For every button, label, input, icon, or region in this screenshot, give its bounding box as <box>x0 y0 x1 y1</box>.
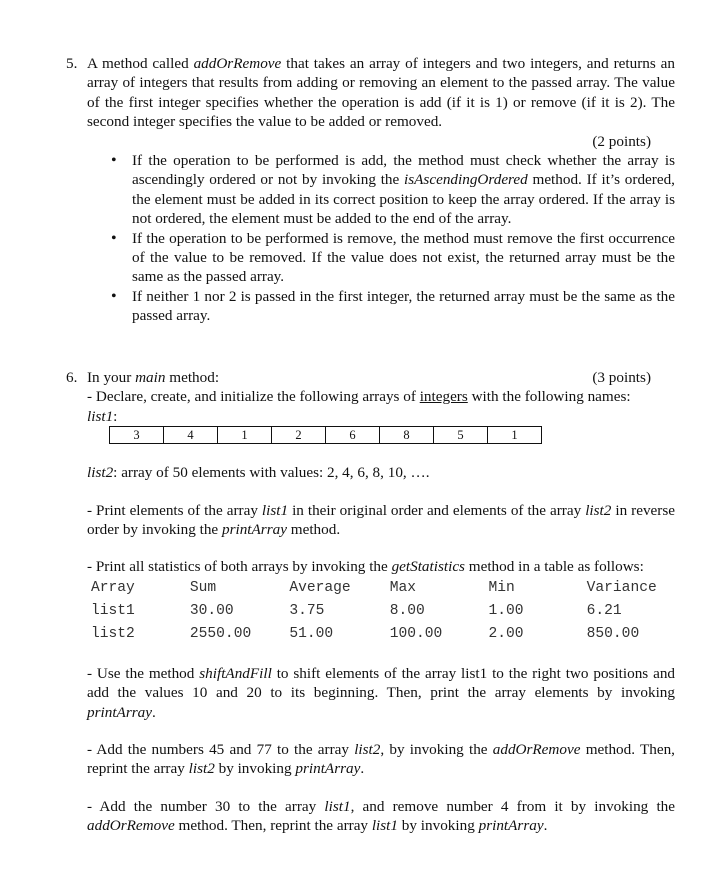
table-header-cell: Variance <box>586 579 657 596</box>
array-cell: 1 <box>488 427 542 444</box>
table-cell: list1 <box>91 602 135 619</box>
list-item: • If neither 1 nor 2 is passed in the first integer, the returned array must be the same as the passed array. <box>87 287 675 326</box>
shift-instruction: - Use the method shiftAndFill to shift elements of the array list1 to the right two positions and add the values 10 and 20 to its beginning. Then, print the array elements by invoking printArray. <box>87 664 676 721</box>
table-cell: 850.00 <box>586 625 640 642</box>
points-label: (2 points) <box>592 132 651 150</box>
array-cell: 2 <box>272 427 326 444</box>
add-remove-instruction: - Add the number 30 to the array list1, and remove number 4 from it by invoking the addOrRemove method. Then, reprint the array list1 by invoking printArray. <box>87 797 675 835</box>
table-header-cell: Array <box>91 579 135 596</box>
table-cell: 3.75 <box>289 602 325 619</box>
table-header-row <box>91 577 675 600</box>
list1-array-table <box>109 426 542 444</box>
question-intro: In your main method: (3 points) <box>87 369 651 386</box>
table-header-cell: Sum <box>189 579 217 596</box>
add-instruction: - Add the numbers 45 and 77 to the array list2, by invoking the addOrRemove method. Then, reprint the array list2 by invoking printArray. <box>87 741 675 778</box>
list1-label: list1: <box>87 407 118 425</box>
array-cell: 3 <box>110 427 164 444</box>
declare-instruction: - Declare, create, and initialize the following arrays of integers with the following names: <box>87 388 631 406</box>
list-item: • If the operation to be performed is remove, the method must remove the first occurrence of the value to be removed. If the value does not exist, the returned array must be the same as the passed array. <box>87 229 675 287</box>
table-cell: 8.00 <box>389 602 425 619</box>
list-item: • If the operation to be performed is add, the method must check whether the array is ascendingly ordered or not by invoking the isAscendingOrdered method. If it’s ordered, the element must be added in its correct position to keep the array ordered. If the array is not ordered, the element must be added to the end of the array. <box>87 151 675 229</box>
array-cell: 6 <box>326 427 380 444</box>
table-cell: 2.00 <box>488 625 524 642</box>
bullet-list <box>87 151 675 326</box>
points-label: (3 points) <box>592 369 651 386</box>
table-row <box>91 623 675 646</box>
question-number: 6. <box>66 369 78 386</box>
table-cell: 1.00 <box>488 602 524 619</box>
table-row <box>91 600 675 623</box>
statistics-instruction: - Print all statistics of both arrays by invoking the getStatistics method in a table as follows: <box>87 558 644 576</box>
table-cell: 2550.00 <box>189 625 252 642</box>
table-header-cell: Average <box>289 579 351 596</box>
statistics-table <box>91 577 675 646</box>
question-paragraph: A method called addOrRemove that takes an array of integers and two integers, and returns an array of integers that results from adding or removing an element to the passed array. The value of the first integer specifies whether the operation is add (if it is 1) or remove (if it is 2). The second integer specifies the value to be added or removed. <box>87 55 675 131</box>
print-instruction: - Print elements of the array list1 in their original order and elements of the array list2 in reverse order by invoking the printArray method. <box>87 501 675 539</box>
table-header-cell: Min <box>488 579 515 596</box>
table-cell: 100.00 <box>389 625 443 642</box>
table-cell: 51.00 <box>289 625 334 642</box>
table-header-cell: Max <box>389 579 417 596</box>
table-cell: 30.00 <box>189 602 234 619</box>
question-number: 5. <box>66 55 78 72</box>
array-cell: 8 <box>380 427 434 444</box>
question-body <box>87 368 675 836</box>
question-body <box>87 54 675 326</box>
list2-description: list2: array of 50 elements with values: 2, 4, 6, 8, 10, …. <box>87 464 430 482</box>
table-cell: 6.21 <box>586 602 622 619</box>
array-cell: 1 <box>218 427 272 444</box>
table-cell: list2 <box>91 625 135 642</box>
array-cell: 4 <box>164 427 218 444</box>
array-cell: 5 <box>434 427 488 444</box>
